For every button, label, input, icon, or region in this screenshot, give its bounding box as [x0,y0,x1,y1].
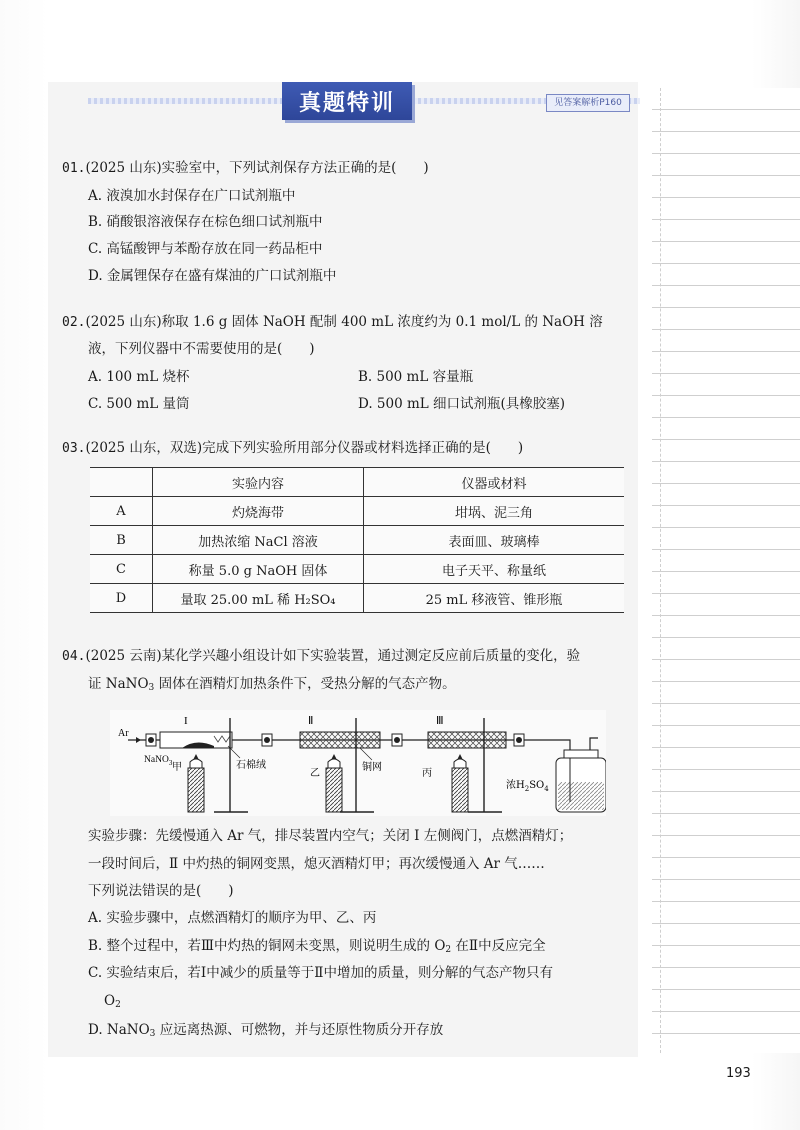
tube-ii [300,732,380,748]
gas-washing-bottle [556,738,606,812]
valve-icon [262,734,272,746]
lamp-bing-label: 丙 [422,768,432,779]
table-cell: 表面皿、玻璃棒 [364,526,625,555]
table-cell: 称量 5.0 g NaOH 固体 [153,555,364,584]
q2-number: 02. [62,315,86,330]
table-row [90,584,624,613]
page-number: 193 [726,1066,751,1081]
q4-stem-line2-sub: 3 [148,683,155,693]
lamp-yi-label: 乙 [310,768,320,779]
lamp-jia-label: 甲 [172,762,182,773]
valve-icon [514,734,524,746]
q4-stem-line2-post: 固体在酒精灯加热条件下，受热分解的气态产物。 [154,676,456,692]
q4-option-c-sub: 2 [115,1000,121,1010]
q4-option-b-post: 在Ⅱ中反应完全 [451,938,546,954]
alcohol-lamp-icon [326,754,342,812]
asbestos-label: 石棉绒 [236,760,266,771]
tube-iii-label: Ⅲ [436,715,444,727]
q1-option-b: B. 硝酸银溶液保存在棕色细口试剂瓶中 [88,214,323,230]
ar-arrowhead [136,737,141,743]
table-cell: 坩埚、泥三角 [364,497,625,526]
q4-steps-line1: 实验步骤：先缓慢通入 Ar 气，排尽装置内空气；关闭 Ⅰ 左侧阀门，点燃酒精灯； [88,828,573,844]
q4-option-d-sub: 3 [149,1029,156,1039]
table-cell: 灼烧海带 [153,497,364,526]
q2-option-d: D. 500 mL 细口试剂瓶(具橡胶塞) [358,396,566,412]
alcohol-lamp-icon [188,754,204,812]
q4-option-c-line2 [104,991,121,1015]
copper-mesh-label: 铜网 [362,762,382,773]
tube-ii-label: Ⅱ [308,715,314,727]
table-cell: B [90,526,153,555]
tube-iii [428,732,506,748]
valve-icon [146,734,156,746]
tube-i-label: I [184,715,188,727]
q1-number: 01. [62,161,86,176]
q4-option-d-pre: D. NaNO [88,1022,150,1038]
notes-lined-panel [652,88,800,1053]
table-cell: C [90,555,153,584]
table-cell: D [90,584,153,613]
q2-stem-line1 [62,312,603,333]
q1-stem [62,158,429,179]
q3-stem-text: (2025 山东，双选)完成下列实验所用部分仪器或材料选择正确的是( ) [85,440,524,456]
q4-stem-line1 [62,646,580,667]
q4-number: 04. [62,649,86,664]
acid-label: 浓$H_2SO_4$ [506,780,549,793]
table-cell: 电子天平、称量纸 [364,555,625,584]
table-cell: 量取 25.00 mL 稀 H₂SO₄ [153,584,364,613]
q2-stem-text: (2025 山东)称取 1.6 g 固体 NaOH 配制 400 mL 浓度约为 0.1 mol/L 的 NaOH 溶 [85,314,603,330]
q1-option-d: D. 金属锂保存在盛有煤油的广口试剂瓶中 [88,268,337,284]
ar-label: Ar [118,728,129,739]
table-cell: 加热浓缩 NaCl 溶液 [153,526,364,555]
q4-question: 下列说法错误的是( ) [88,883,234,899]
q2-option-a: A. 100 mL 烧杯 [88,369,190,385]
valve-icon [392,734,402,746]
q3-stem [62,438,523,459]
q3-number: 03. [62,441,86,456]
q4-steps-line2: 一段时间后，Ⅱ 中灼热的铜网变黑，熄灭酒精灯甲；再次缓慢通入 Ar 气…… [88,856,545,872]
q1-option-c: C. 高锰酸钾与苯酚存放在同一药品柜中 [88,241,323,257]
q4-option-c-line1: C. 实验结束后，若Ⅰ中减少的质量等于Ⅱ中增加的质量，则分解的气态产物只有 [88,965,553,981]
q4-option-b [88,936,546,960]
table-header: 实验内容 [153,468,364,497]
q4-option-d [88,1020,443,1044]
q4-option-a: A. 实验步骤中，点燃酒精灯的顺序为甲、乙、丙 [88,910,377,926]
q4-option-d-post: 应远离热源、可燃物，并与还原性物质分开存放 [155,1022,444,1038]
q3-table [90,467,624,613]
table-header [90,468,153,497]
table-row [90,497,624,526]
q4-option-b-sub: 2 [445,945,452,955]
apparatus-diagram [110,710,606,816]
q4-stem-text: (2025 云南)某化学兴趣小组设计如下实验装置，通过测定反应前后质量的变化，验 [85,648,581,664]
q4-stem-line2-pre: 证 NaNO [88,676,149,692]
q4-stem-line2 [88,674,456,698]
q1-option-a: A. 液溴加水封保存在广口试剂瓶中 [88,188,296,204]
q2-option-b: B. 500 mL 容量瓶 [358,369,474,385]
q4-option-b-pre: B. 整个过程中，若Ⅲ中灼热的铜网未变黑，则说明生成的 O [88,938,446,954]
table-cell: 25 mL 移液管、锥形瓶 [364,584,625,613]
answer-reference-tag: 见答案解析P160 [546,94,630,112]
section-title: 真题特训 [282,82,412,120]
table-cell: A [90,497,153,526]
table-header-row [90,468,624,497]
table-header: 仪器或材料 [364,468,625,497]
table-row [90,526,624,555]
q1-stem-text: (2025 山东)实验室中，下列试剂保存方法正确的是( ) [85,160,429,176]
alcohol-lamp-icon [452,754,468,812]
q2-option-c: C. 500 mL 量筒 [88,396,190,412]
q2-stem-line2: 液，下列仪器中不需要使用的是( ) [88,341,315,357]
q4-option-c-o: O [104,993,116,1009]
nano3-label: NaNO$_3$ [144,755,173,767]
table-row [90,555,624,584]
